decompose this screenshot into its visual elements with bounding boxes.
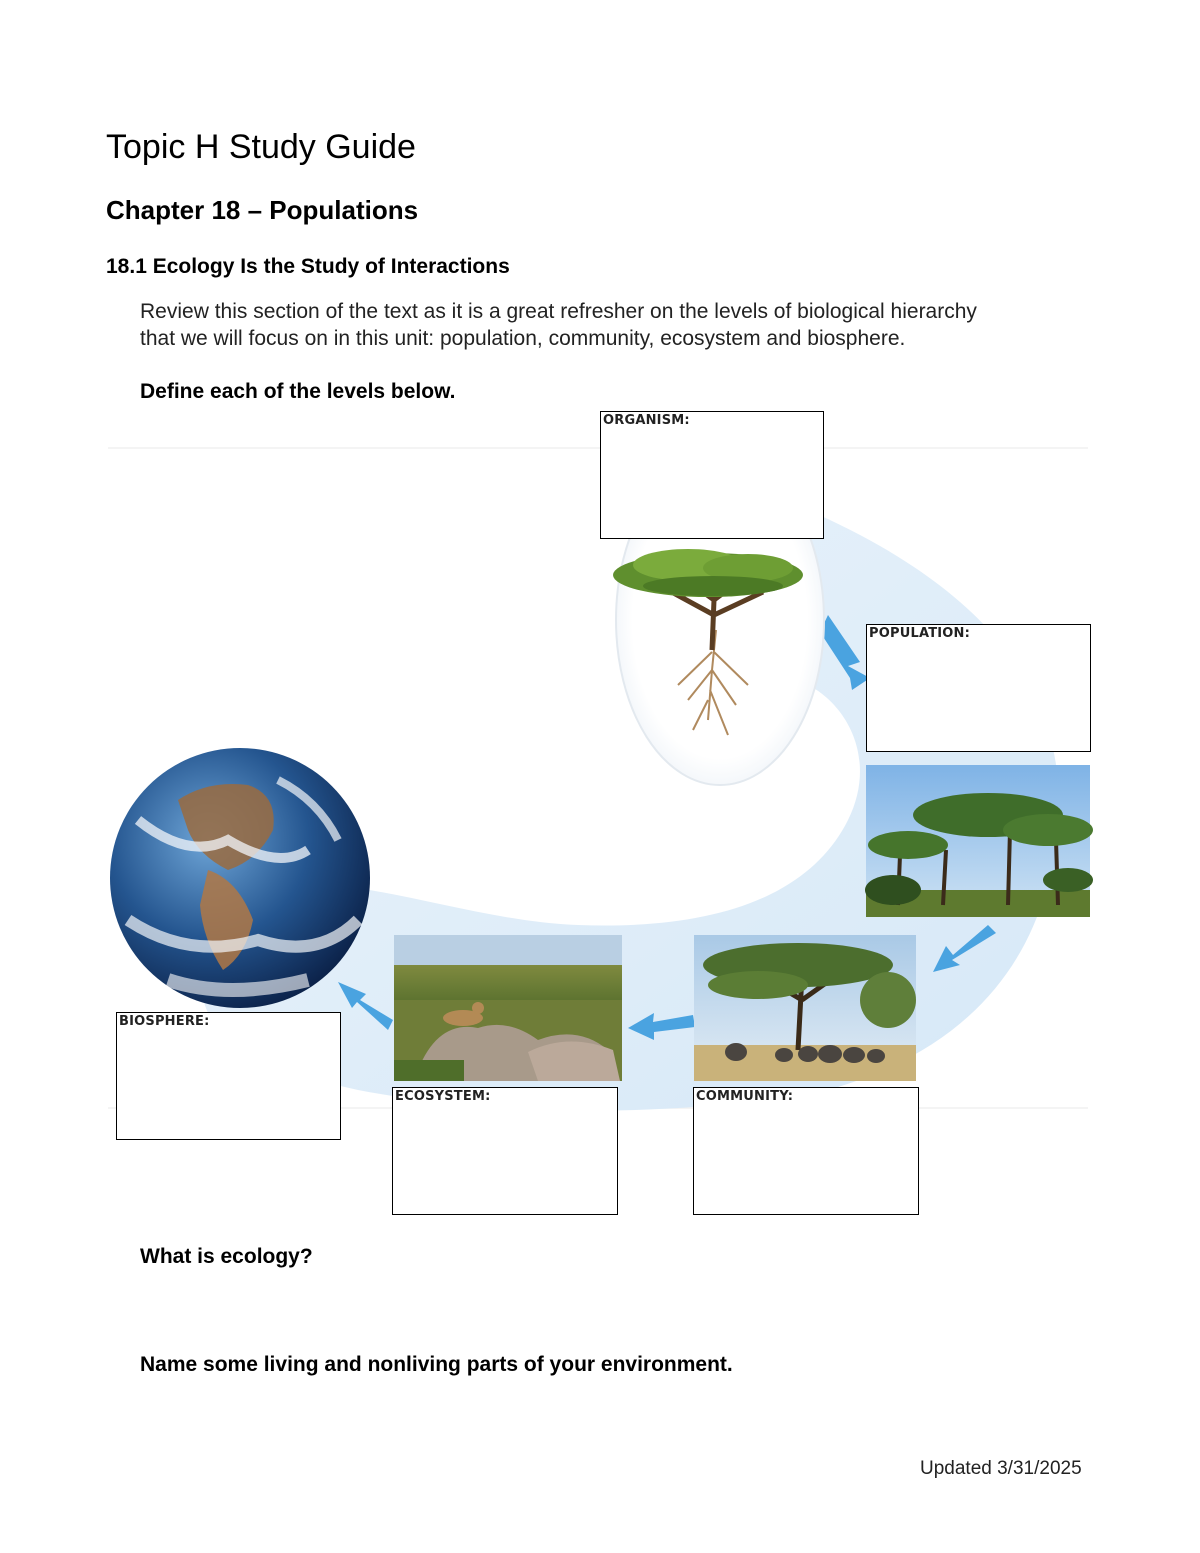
biosphere-box[interactable] bbox=[116, 1012, 341, 1140]
section-heading: 18.1 Ecology Is the Study of Interactions bbox=[106, 255, 510, 278]
hierarchy-diagram bbox=[108, 400, 1100, 1230]
ecosystem-label: ECOSYSTEM: bbox=[395, 1089, 491, 1104]
biosphere-label: BIOSPHERE: bbox=[119, 1014, 210, 1029]
question-ecology: What is ecology? bbox=[140, 1245, 313, 1268]
intro-line: Review this section of the text as it is a great refresher on the levels of biological hierarchy bbox=[140, 300, 977, 323]
chapter-heading: Chapter 18 – Populations bbox=[106, 195, 419, 225]
page-title: Topic H Study Guide bbox=[106, 128, 416, 166]
population-box[interactable] bbox=[866, 624, 1091, 752]
biosphere-picture bbox=[110, 748, 370, 1008]
organism-label: ORGANISM: bbox=[603, 413, 690, 428]
ecosystem-picture bbox=[394, 935, 622, 1081]
community-picture bbox=[694, 935, 916, 1081]
population-picture bbox=[865, 765, 1093, 917]
community-box[interactable] bbox=[693, 1087, 919, 1215]
updated-date: Updated 3/31/2025 bbox=[920, 1458, 1082, 1479]
organism-box[interactable] bbox=[600, 411, 824, 539]
intro-paragraph bbox=[140, 298, 1100, 352]
population-label: POPULATION: bbox=[869, 626, 971, 641]
question-environment: Name some living and nonliving parts of your environment. bbox=[140, 1353, 733, 1376]
ecosystem-box[interactable] bbox=[392, 1087, 618, 1215]
instruction-text: Define each of the levels below. bbox=[140, 380, 456, 403]
community-label: COMMUNITY: bbox=[696, 1089, 794, 1104]
intro-line: that we will focus on in this unit: population, community, ecosystem and biosphere. bbox=[140, 327, 906, 350]
